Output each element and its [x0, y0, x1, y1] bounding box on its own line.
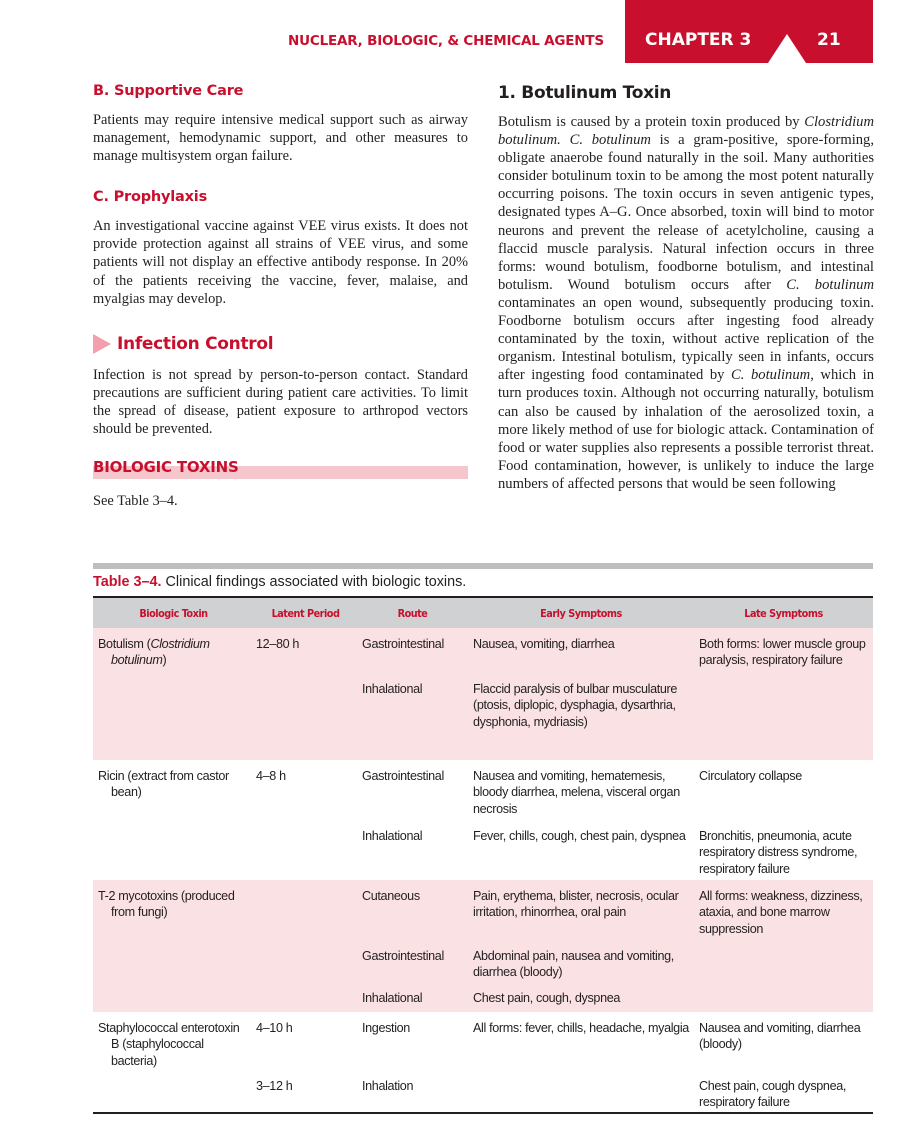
text-run: is a gram-positive, spore-forming, obligate anaerobe found naturally in the soil. Many authorities consider botulinum toxin to be among the most potent naturally occurring poisons. The toxin occurs in seven antigenic types, designated types A–G. Once absorbed, toxin will bind to motor neurons and prevent the release of acetylcholine, causing a flaccid muscle paralysis. Natural infection occurs in three forms: wound botulism, foodborne botulism, and intestinal botulism. Wound botulism occurs after: [498, 132, 874, 293]
text-run: contaminates an open wound, subsequently producing toxin. Foodborne botulism occurs after ingesting food already contaminated by the toxin, without active replication of the organism. Intestinal botulism, typically seen in infants, occurs after ingesting food contaminated by: [498, 294, 874, 384]
table-number: Table 3–4.: [93, 574, 162, 590]
supportive-care-section: [93, 83, 468, 165]
botulinum-heading: 1. Botulinum Toxin: [498, 83, 672, 103]
col-header: Latent Period: [271, 606, 340, 620]
triangle-bullet-icon: [93, 334, 111, 354]
route-cell: Gastrointestinal: [362, 637, 444, 651]
prophylaxis-heading: C. Prophylaxis: [93, 189, 208, 206]
toxin-cell: Staphylococcal enterotoxin B (staphylococcal bacteria): [98, 1021, 240, 1068]
text-run: Botulism is caused by a protein toxin produced by: [498, 114, 805, 130]
late-cell: All forms: weakness, dizziness, ataxia, and bone marrow suppression: [699, 889, 863, 936]
table-row-group: [93, 1012, 873, 1112]
early-cell: Nausea and vomiting, hematemesis, bloody diarrhea, melena, visceral organ necrosis: [473, 769, 680, 816]
late-cell: Chest pain, cough dyspnea, respiratory failure: [699, 1079, 847, 1110]
early-cell: Abdominal pain, nausea and vomiting, diarrhea (bloody): [473, 949, 674, 980]
text-run-italic: C. botulinum: [731, 367, 811, 384]
table-row-group: [93, 628, 873, 760]
early-cell: Pain, erythema, blister, necrosis, ocular irritation, rhinorrhea, oral pain: [473, 889, 679, 920]
table-top-rule: [93, 563, 873, 569]
supportive-care-text: Patients may require intensive medical support such as airway management, hemodynamic support, and other measures to manage multisystem organ failure.: [93, 112, 468, 165]
route-cell: Inhalational: [362, 991, 423, 1005]
prophylaxis-text: An investigational vaccine against VEE virus exists. It does not provide protection against all strains of VEE virus, and some patients will not display an effective antibody response. In 20% of the patients receiving the vaccine, fever, malaise, and myalgias may develop.: [93, 218, 468, 307]
route-cell: Gastrointestinal: [362, 769, 444, 783]
late-cell: Both forms: lower muscle group paralysis, respiratory failure: [699, 637, 866, 668]
latent-cell: 12–80 h: [256, 637, 300, 651]
late-cell: Bronchitis, pneumonia, acute respiratory distress syndrome, respiratory failure: [699, 829, 858, 876]
clinical-findings-table: [93, 596, 873, 1114]
text-run-italic: Clostridium botulinum. C. botulinum: [498, 114, 874, 149]
latent-cell: 3–12 h: [256, 1079, 293, 1093]
toxin-cell: [98, 636, 248, 669]
route-cell: Ingestion: [362, 1021, 410, 1035]
prophylaxis-section: [93, 189, 468, 307]
infection-control-section: [93, 334, 468, 438]
early-cell: Fever, chills, cough, chest pain, dyspnea: [473, 829, 686, 843]
text-run-italic: C. botulinum: [786, 276, 874, 293]
infection-control-header: [93, 334, 468, 354]
early-cell: Flaccid paralysis of bulbar musculature (ptosis, diplopic, dysphagia, dysarthria, dysphonia, mydriasis): [473, 682, 678, 729]
route-cell: Gastrointestinal: [362, 949, 444, 963]
table-title: Clinical findings associated with biologic toxins.: [161, 574, 467, 590]
col-header: Route: [397, 606, 428, 620]
table-row-group: [93, 760, 873, 880]
supportive-care-heading: B. Supportive Care: [93, 83, 244, 99]
running-head: NUCLEAR, BIOLOGIC, & CHEMICAL AGENTS: [288, 33, 604, 49]
text-run: , which in turn produces toxin. Although not occurring naturally, botulism can also be caused by inhalation of the aerosolized toxin, a more likely method of use for biologic attack. Contamination of food or water supplies also represents a possible terrorist threat. Food contamination, however, is unlikely to induce the large numbers of affected persons that would be seen following: [498, 367, 874, 492]
chapter-arrow-icon: [768, 34, 806, 63]
infection-control-heading: Infection Control: [117, 333, 274, 354]
left-column: [93, 83, 468, 510]
chapter-label: CHAPTER 3: [645, 30, 752, 50]
biologic-toxins-heading: BIOLOGIC TOXINS: [93, 458, 239, 477]
text-run: ): [162, 653, 167, 668]
right-column: [498, 83, 874, 493]
col-header: Early Symptoms: [540, 606, 622, 620]
page-number: 21: [817, 30, 841, 50]
early-cell: All forms: fever, chills, headache, myalgia: [473, 1021, 689, 1035]
toxin-cell: T-2 mycotoxins (produced from fungi): [98, 889, 235, 920]
table-caption: [93, 574, 873, 590]
botulinum-text: [498, 113, 874, 493]
early-cell: Nausea, vomiting, diarrhea: [473, 637, 615, 651]
table-row-group: [93, 880, 873, 1012]
toxin-cell: Ricin (extract from castor bean): [98, 769, 229, 800]
route-cell: Inhalational: [362, 829, 423, 843]
biologic-toxins-header: [93, 458, 468, 480]
latent-cell: 4–8 h: [256, 769, 286, 783]
early-cell: Chest pain, cough, dyspnea: [473, 991, 621, 1005]
text-run: Botulism (: [98, 637, 151, 651]
late-cell: Circulatory collapse: [699, 769, 802, 783]
col-header: Biologic Toxin: [139, 606, 208, 620]
route-cell: Cutaneous: [362, 889, 420, 903]
latent-cell: 4–10 h: [256, 1021, 293, 1035]
col-header: Late Symptoms: [744, 606, 823, 620]
route-cell: Inhalational: [362, 682, 423, 696]
route-cell: Inhalation: [362, 1079, 414, 1093]
late-cell: Nausea and vomiting, diarrhea (bloody): [699, 1021, 861, 1052]
text-run-italic: Clostridium botulinum: [111, 637, 210, 668]
infection-control-text: Infection is not spread by person-to-person contact. Standard precautions are sufficient during patient care activities. To limit the spread of disease, patient exposure to arthropod vectors should be prevented.: [93, 366, 468, 438]
table-header-row: [93, 598, 873, 628]
table-body: [93, 628, 873, 1112]
see-table-text: See Table 3–4.: [93, 493, 178, 510]
